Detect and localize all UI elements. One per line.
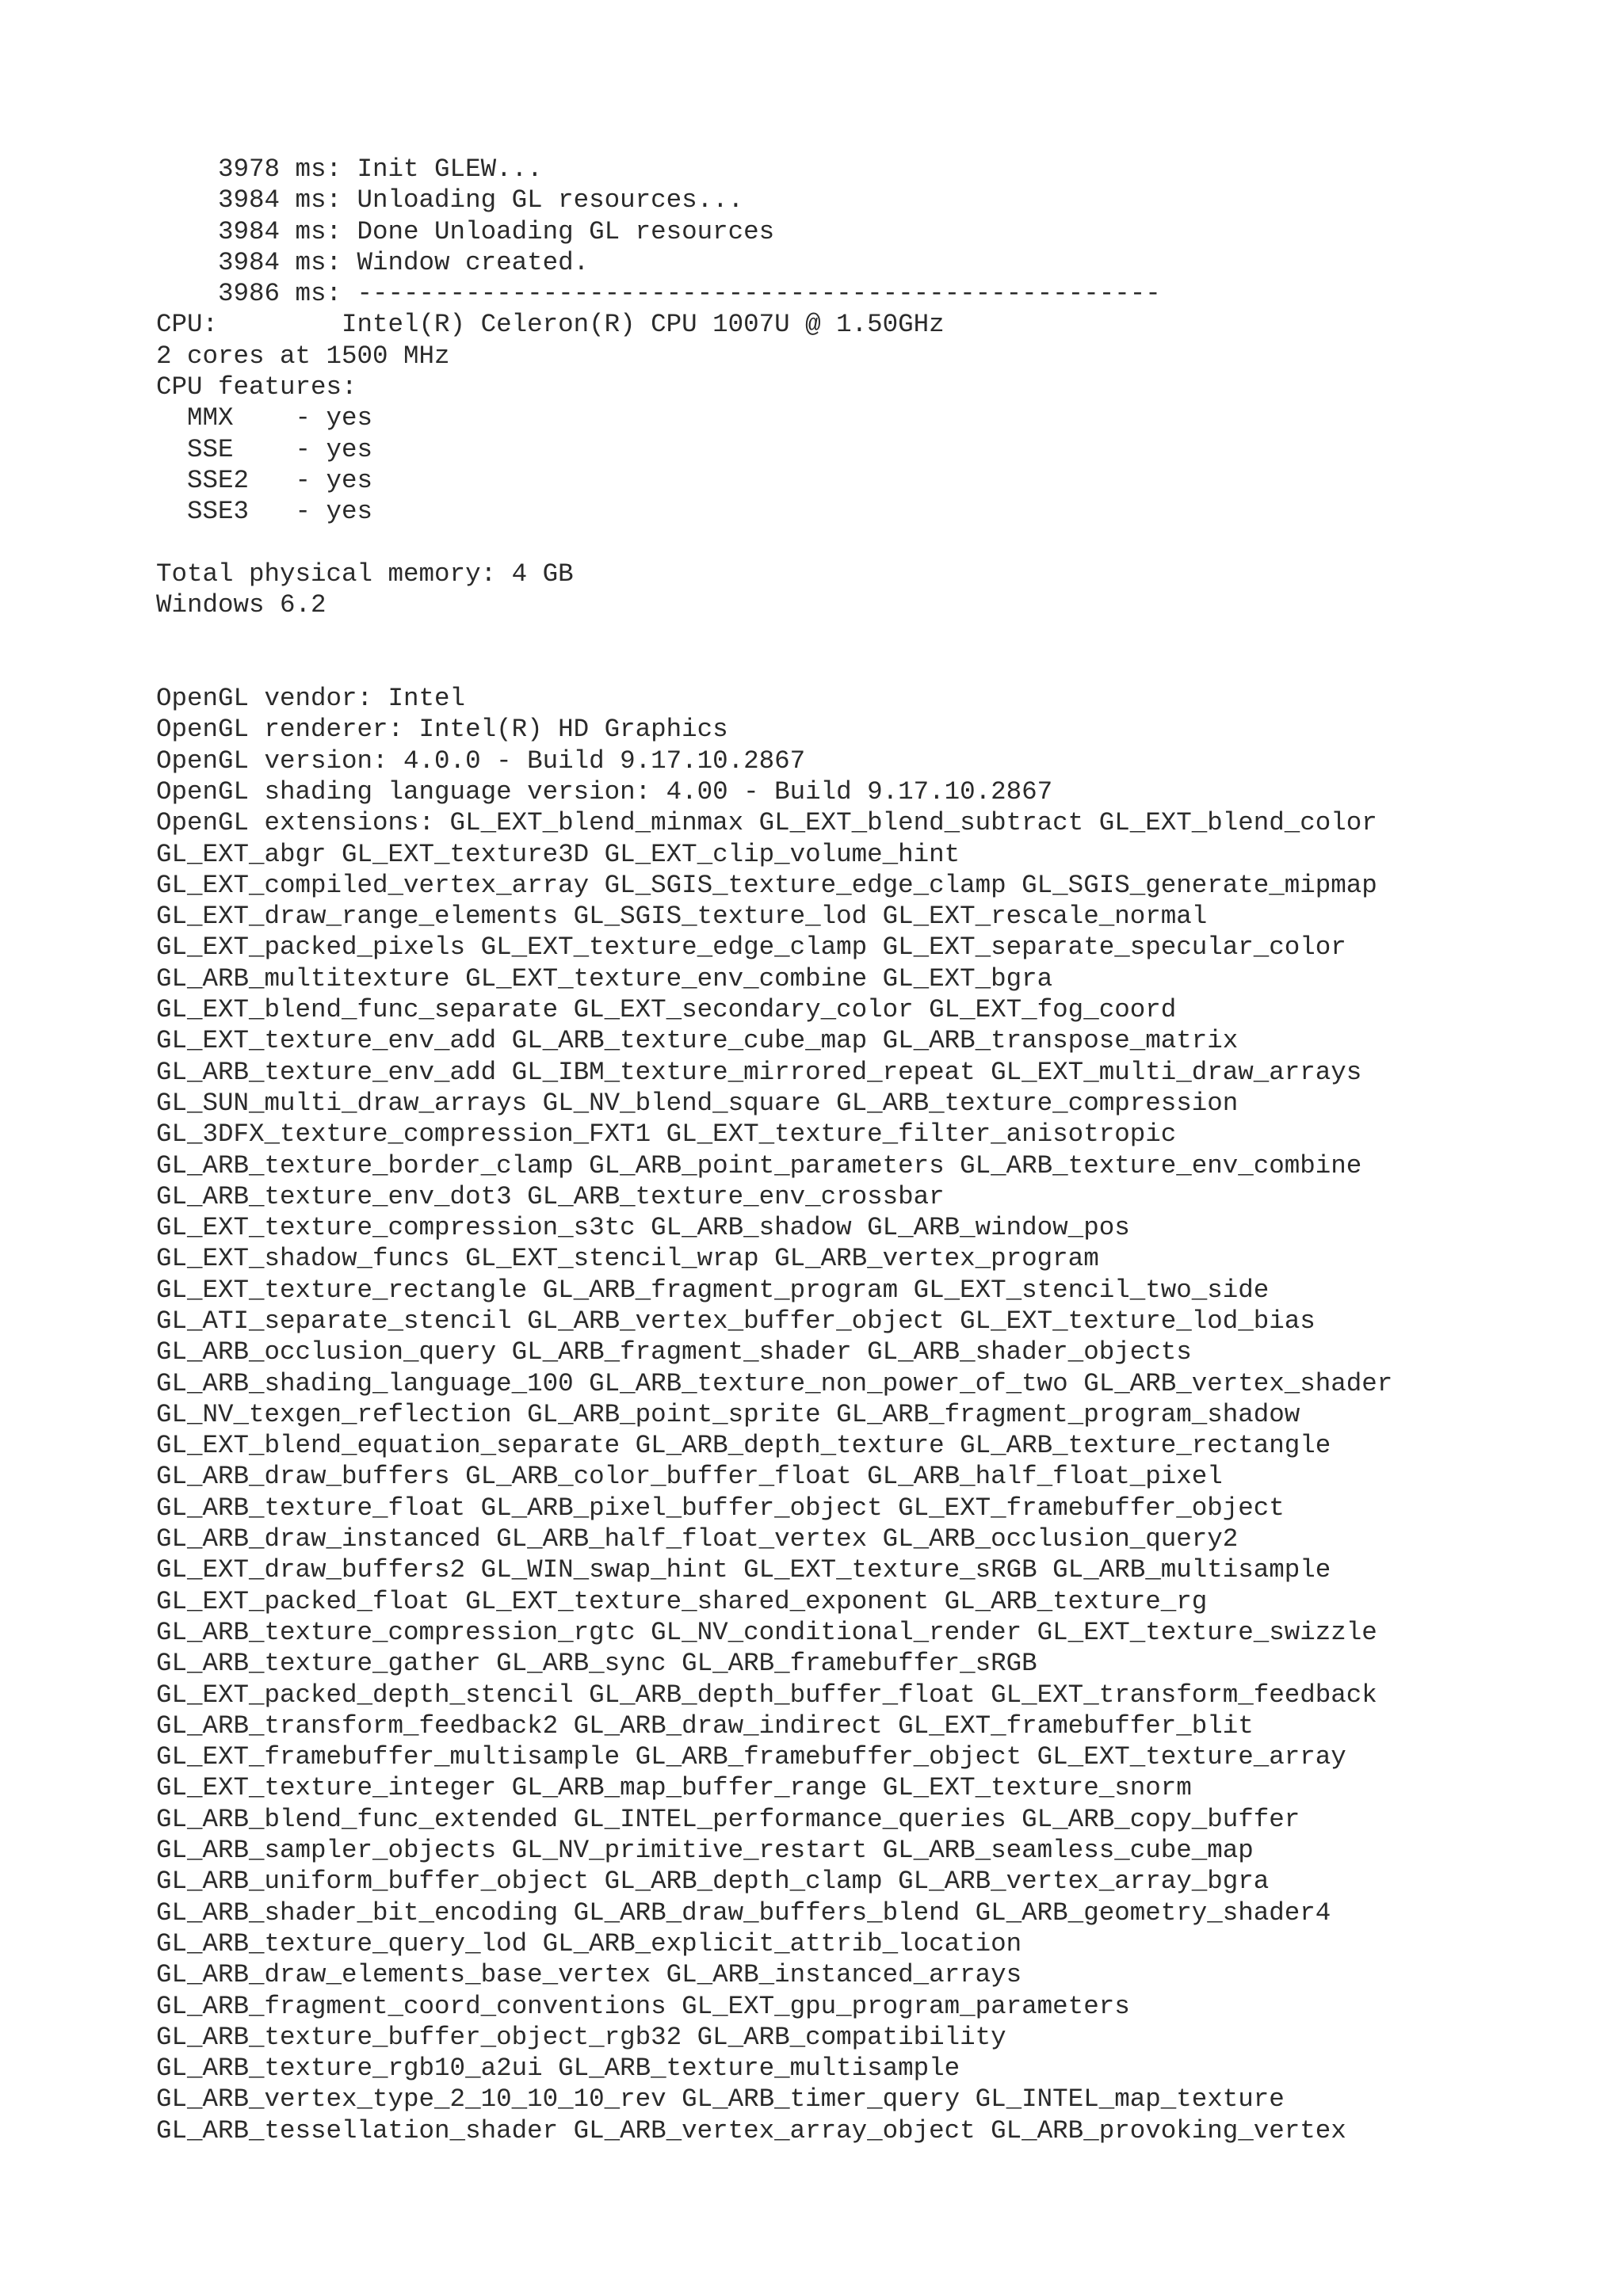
opengl-info-line: OpenGL renderer: Intel(R) HD Graphics bbox=[156, 715, 728, 745]
opengl-info-line: GL_ARB_draw_elements_base_vertex GL_ARB_instanced_arrays bbox=[156, 1960, 1022, 1990]
opengl-info-line: GL_EXT_texture_rectangle GL_ARB_fragment_program GL_EXT_stencil_two_side bbox=[156, 1275, 1270, 1305]
system-info-line: Windows 6.2 bbox=[156, 590, 327, 620]
opengl-info-line: GL_ARB_draw_instanced GL_ARB_half_float_vertex GL_ARB_occlusion_query2 bbox=[156, 1524, 1239, 1554]
cpu-info-line: MMX - yes bbox=[156, 403, 373, 433]
opengl-info-line: OpenGL version: 4.0.0 - Build 9.17.10.2867 bbox=[156, 746, 806, 776]
opengl-info-line: GL_ARB_vertex_type_2_10_10_10_rev GL_ARB_timer_query GL_INTEL_map_texture bbox=[156, 2084, 1285, 2115]
opengl-info-line: GL_ARB_texture_compression_rgtc GL_NV_conditional_render GL_EXT_texture_swizzle bbox=[156, 1617, 1377, 1647]
opengl-info-line: GL_ARB_shader_bit_encoding GL_ARB_draw_buffers_blend GL_ARB_geometry_shader4 bbox=[156, 1897, 1331, 1928]
log-line: 3978 ms: Init GLEW... bbox=[156, 154, 543, 184]
opengl-info-line: GL_EXT_abgr GL_EXT_texture3D GL_EXT_clip_volume_hint bbox=[156, 839, 960, 869]
opengl-info-line: GL_EXT_packed_depth_stencil GL_ARB_depth_buffer_float GL_EXT_transform_feedback bbox=[156, 1680, 1377, 1710]
opengl-info-line: GL_EXT_draw_range_elements GL_SGIS_texture_lod GL_EXT_rescale_normal bbox=[156, 902, 1208, 932]
opengl-info-line: GL_EXT_draw_buffers2 GL_WIN_swap_hint GL_EXT_texture_sRGB GL_ARB_multisample bbox=[156, 1555, 1331, 1585]
opengl-info-line: GL_EXT_compiled_vertex_array GL_SGIS_texture_edge_clamp GL_SGIS_generate_mipmap bbox=[156, 870, 1377, 900]
opengl-section bbox=[156, 683, 1598, 2146]
opengl-info-line: GL_ARB_uniform_buffer_object GL_ARB_depth_clamp GL_ARB_vertex_array_bgra bbox=[156, 1867, 1270, 1897]
blank-lines bbox=[156, 620, 1598, 683]
blank-line bbox=[156, 528, 1598, 559]
opengl-info-line: GL_EXT_texture_integer GL_ARB_map_buffer_range GL_EXT_texture_snorm bbox=[156, 1773, 1192, 1803]
opengl-info-line: GL_ARB_texture_env_add GL_IBM_texture_mirrored_repeat GL_EXT_multi_draw_arrays bbox=[156, 1057, 1362, 1087]
opengl-info-line: GL_ARB_texture_border_clamp GL_ARB_point_parameters GL_ARB_texture_env_combine bbox=[156, 1150, 1362, 1180]
opengl-info-line: OpenGL extensions: GL_EXT_blend_minmax GL_EXT_blend_subtract GL_EXT_blend_color bbox=[156, 808, 1377, 838]
init-section bbox=[156, 154, 1598, 309]
opengl-info-line: GL_ARB_shading_language_100 GL_ARB_texture_non_power_of_two GL_ARB_vertex_shader bbox=[156, 1368, 1393, 1398]
opengl-info-line: GL_EXT_blend_func_separate GL_EXT_secondary_color GL_EXT_fog_coord bbox=[156, 995, 1177, 1025]
opengl-info-line: GL_ARB_transform_feedback2 GL_ARB_draw_indirect GL_EXT_framebuffer_blit bbox=[156, 1711, 1254, 1741]
log-line: 3986 ms: ---------------------------------------------------- bbox=[156, 279, 1161, 309]
opengl-info-line: OpenGL vendor: Intel bbox=[156, 684, 466, 714]
opengl-info-line: GL_ARB_texture_rgb10_a2ui GL_ARB_texture_multisample bbox=[156, 2054, 960, 2084]
cpu-section bbox=[156, 309, 1598, 527]
opengl-info-line: GL_EXT_shadow_funcs GL_EXT_stencil_wrap GL_ARB_vertex_program bbox=[156, 1244, 1099, 1274]
opengl-info-line: GL_ARB_texture_gather GL_ARB_sync GL_ARB_framebuffer_sRGB bbox=[156, 1649, 1037, 1679]
log-line: 3984 ms: Unloading GL resources... bbox=[156, 185, 744, 215]
cpu-info-line: 2 cores at 1500 MHz bbox=[156, 341, 450, 371]
log-text-block bbox=[156, 154, 1598, 2146]
opengl-info-line: GL_EXT_texture_env_add GL_ARB_texture_cube_map GL_ARB_transpose_matrix bbox=[156, 1026, 1239, 1056]
cpu-info-line: SSE3 - yes bbox=[156, 497, 373, 527]
opengl-info-line: GL_EXT_packed_pixels GL_EXT_texture_edge_clamp GL_EXT_separate_specular_color bbox=[156, 933, 1346, 963]
system-section bbox=[156, 559, 1598, 621]
opengl-info-line: GL_EXT_blend_equation_separate GL_ARB_depth_texture GL_ARB_texture_rectangle bbox=[156, 1431, 1331, 1461]
opengl-info-line: GL_ARB_texture_env_dot3 GL_ARB_texture_env_crossbar bbox=[156, 1181, 945, 1211]
log-line: 3984 ms: Done Unloading GL resources bbox=[156, 216, 775, 246]
system-info-line: Total physical memory: 4 GB bbox=[156, 559, 574, 589]
opengl-info-line: GL_ARB_blend_func_extended GL_INTEL_performance_queries GL_ARB_copy_buffer bbox=[156, 1804, 1300, 1834]
opengl-info-line: GL_ARB_texture_buffer_object_rgb32 GL_ARB_compatibility bbox=[156, 2022, 1006, 2052]
opengl-info-line: GL_EXT_framebuffer_multisample GL_ARB_framebuffer_object GL_EXT_texture_array bbox=[156, 1742, 1346, 1772]
cpu-info-line: SSE - yes bbox=[156, 434, 373, 464]
log-line: 3984 ms: Window created. bbox=[156, 247, 590, 277]
opengl-info-line: GL_ARB_texture_query_lod GL_ARB_explicit_attrib_location bbox=[156, 1928, 1022, 1958]
opengl-info-line: GL_ARB_texture_float GL_ARB_pixel_buffer_object GL_EXT_framebuffer_object bbox=[156, 1493, 1285, 1523]
cpu-info-line: CPU features: bbox=[156, 372, 357, 402]
opengl-info-line: GL_ARB_fragment_coord_conventions GL_EXT_gpu_program_parameters bbox=[156, 1991, 1130, 2021]
opengl-info-line: GL_ARB_multitexture GL_EXT_texture_env_combine GL_EXT_bgra bbox=[156, 963, 1053, 994]
opengl-info-line: GL_ARB_draw_buffers GL_ARB_color_buffer_float GL_ARB_half_float_pixel bbox=[156, 1462, 1223, 1492]
opengl-info-line: GL_ARB_sampler_objects GL_NV_primitive_restart GL_ARB_seamless_cube_map bbox=[156, 1836, 1254, 1866]
opengl-info-line: GL_3DFX_texture_compression_FXT1 GL_EXT_texture_filter_anisotropic bbox=[156, 1119, 1177, 1150]
cpu-info-line: CPU: Intel(R) Celeron(R) CPU 1007U @ 1.50GHz bbox=[156, 310, 945, 340]
opengl-info-line: GL_ATI_separate_stencil GL_ARB_vertex_buffer_object GL_EXT_texture_lod_bias bbox=[156, 1306, 1316, 1336]
opengl-info-line: GL_ARB_occlusion_query GL_ARB_fragment_shader GL_ARB_shader_objects bbox=[156, 1337, 1192, 1367]
opengl-info-line: OpenGL shading language version: 4.00 - Build 9.17.10.2867 bbox=[156, 776, 1053, 807]
opengl-info-line: GL_SUN_multi_draw_arrays GL_NV_blend_square GL_ARB_texture_compression bbox=[156, 1088, 1239, 1118]
opengl-info-line: GL_EXT_texture_compression_s3tc GL_ARB_shadow GL_ARB_window_pos bbox=[156, 1213, 1130, 1243]
cpu-info-line: SSE2 - yes bbox=[156, 465, 373, 495]
opengl-info-line: GL_EXT_packed_float GL_EXT_texture_shared_exponent GL_ARB_texture_rg bbox=[156, 1586, 1208, 1616]
opengl-info-line: GL_NV_texgen_reflection GL_ARB_point_sprite GL_ARB_fragment_program_shadow bbox=[156, 1399, 1300, 1429]
opengl-info-line: GL_ARB_tessellation_shader GL_ARB_vertex_array_object GL_ARB_provoking_vertex bbox=[156, 2115, 1346, 2145]
